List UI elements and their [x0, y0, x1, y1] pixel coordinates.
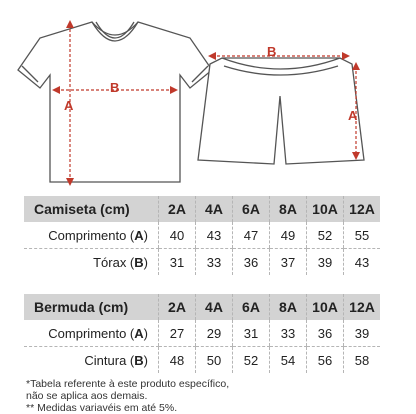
footnotes: [26, 378, 229, 414]
table-cell: 37: [270, 249, 307, 276]
row-label: Tórax (B): [93, 254, 148, 270]
bermuda-size-table: [24, 294, 380, 373]
table-cell: 36: [307, 320, 344, 347]
size-header: 12A: [344, 196, 381, 222]
size-header: 8A: [270, 196, 307, 222]
table-cell: 43: [196, 222, 233, 249]
table-cell: 29: [196, 320, 233, 347]
row-label: Cintura (B): [84, 352, 148, 368]
size-header: 8A: [270, 294, 307, 320]
table-cell: 54: [270, 347, 307, 374]
table-cell: 52: [307, 222, 344, 249]
table-header-row: [24, 294, 380, 320]
camiseta-size-table: [24, 196, 380, 275]
table-title: Camiseta (cm): [24, 196, 159, 222]
table-cell: 33: [270, 320, 307, 347]
table-cell: 31: [233, 320, 270, 347]
shorts-length-label: A: [348, 108, 358, 123]
table-cell: 50: [196, 347, 233, 374]
table-cell: 43: [344, 249, 381, 276]
table-cell: 31: [159, 249, 196, 276]
table-row: [24, 347, 380, 374]
size-header: 2A: [159, 294, 196, 320]
table-cell: 58: [344, 347, 381, 374]
table-cell: 48: [159, 347, 196, 374]
table-cell: 49: [270, 222, 307, 249]
row-label: Comprimento (A): [24, 222, 159, 249]
footnote-line: *Tabela referente à este produto específico,: [26, 378, 230, 390]
table-cell: 55: [344, 222, 381, 249]
size-header: 2A: [159, 196, 196, 222]
shirt-length-label: A: [64, 98, 74, 113]
size-header: 4A: [196, 294, 233, 320]
footnote-line: não se aplica aos demais.: [26, 390, 148, 402]
row-label: Comprimento (A): [24, 320, 159, 347]
shorts-width-label: B: [267, 44, 277, 59]
table-title: Bermuda (cm): [24, 294, 159, 320]
footnote-line: ** Medidas variavéis em até 5%.: [26, 402, 178, 414]
size-header: 4A: [196, 196, 233, 222]
size-header: 12A: [344, 294, 381, 320]
shorts-illustration: [198, 58, 364, 164]
size-header: 6A: [233, 196, 270, 222]
table-cell: 27: [159, 320, 196, 347]
size-header: 10A: [307, 294, 344, 320]
garment-drawing: [0, 0, 416, 190]
tshirt-illustration: [18, 22, 212, 182]
table-cell: 40: [159, 222, 196, 249]
size-header: 6A: [233, 294, 270, 320]
garment-figure: [0, 0, 416, 190]
table-row: [24, 249, 380, 276]
table-cell: 52: [233, 347, 270, 374]
table-cell: 36: [233, 249, 270, 276]
shirt-width-label: B: [110, 80, 120, 95]
size-header: 10A: [307, 196, 344, 222]
table-cell: 33: [196, 249, 233, 276]
table-header-row: [24, 196, 380, 222]
table-row: [24, 222, 380, 249]
table-row: [24, 320, 380, 347]
table-cell: 39: [307, 249, 344, 276]
table-cell: 39: [344, 320, 381, 347]
table-cell: 56: [307, 347, 344, 374]
table-cell: 47: [233, 222, 270, 249]
